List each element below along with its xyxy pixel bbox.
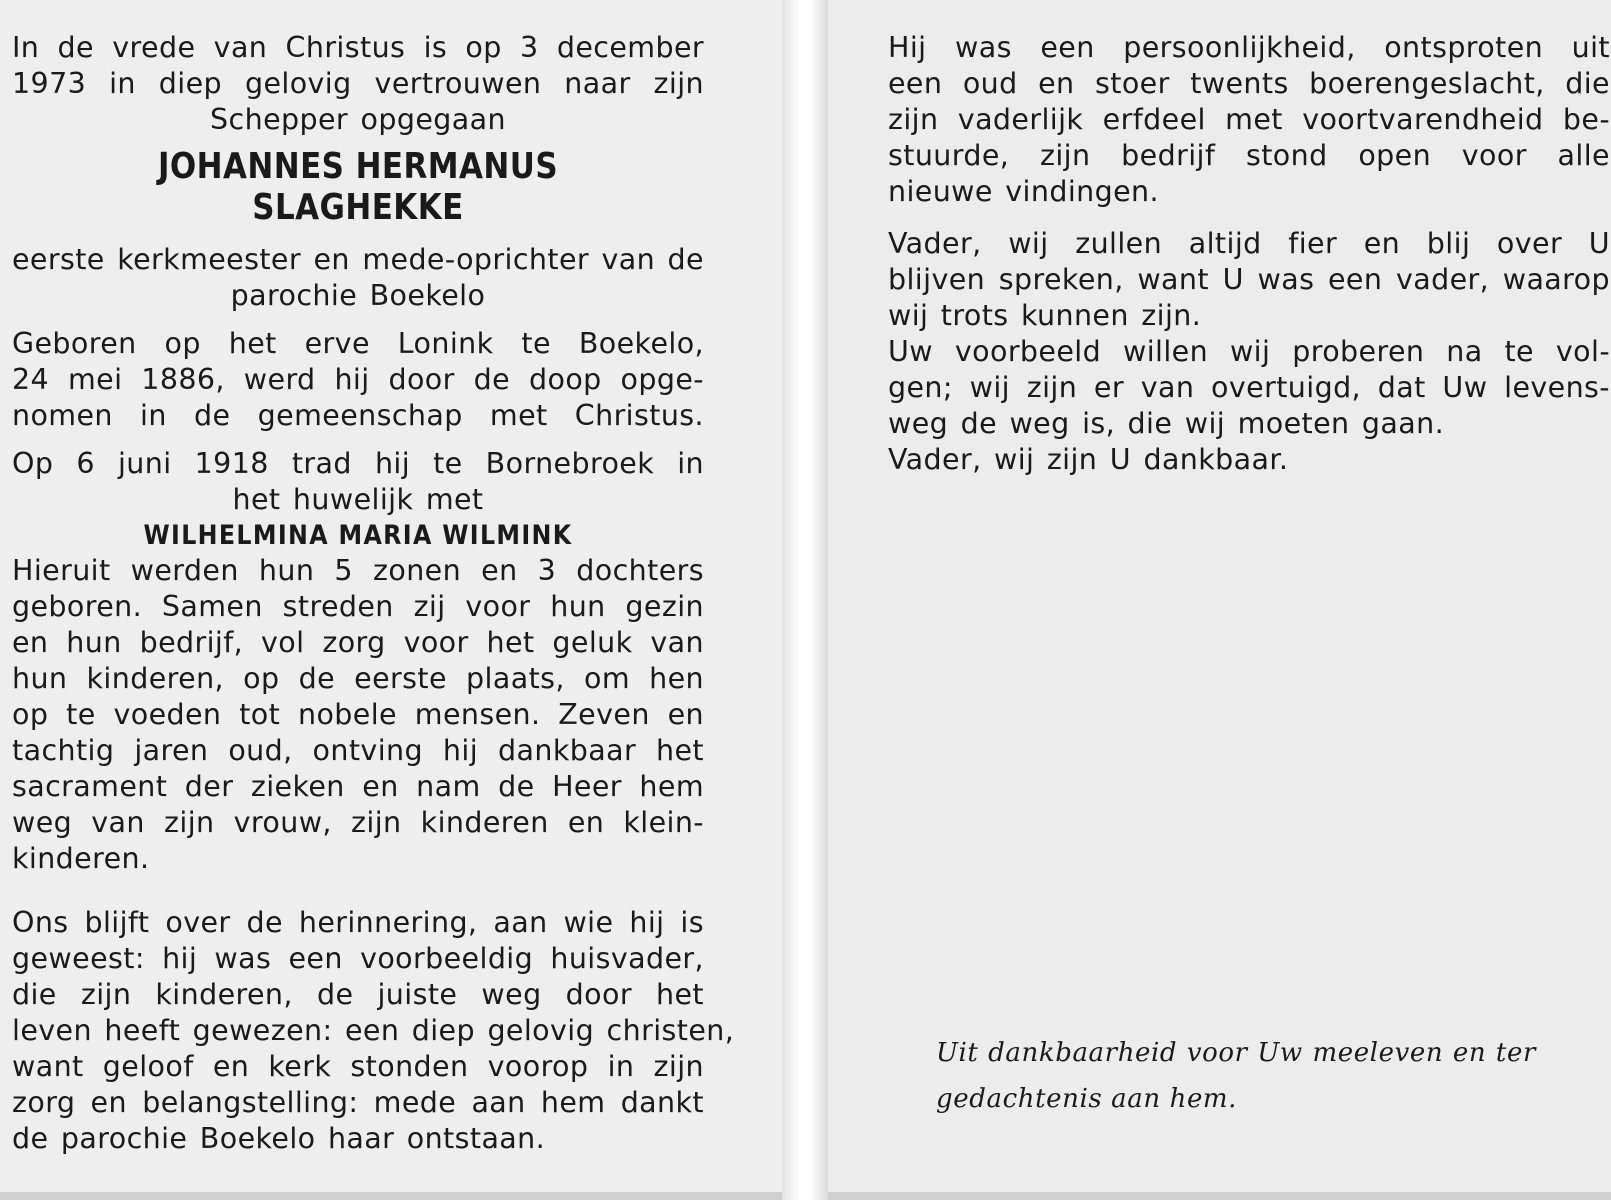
text-line: leven heeft gewezen: een diep gelovig christen,	[12, 1014, 735, 1047]
bottom-edge-left	[0, 1192, 782, 1200]
text-line: gedachtenis aan hem.	[936, 1084, 1238, 1114]
text-line: In de vrede van Christus is op 3 december	[12, 31, 704, 64]
text-line: parochie Boekelo	[230, 279, 486, 312]
text-line: Geboren op het erve Lonink te Boekelo,	[12, 327, 704, 360]
text-line: op te voeden tot nobele mensen. Zeven en	[12, 698, 704, 731]
memory-paragraph	[12, 905, 735, 1157]
text-line: nomen in de gemeenschap met Christus.	[12, 399, 704, 432]
text-line: geweest: hij was een voorbeeldig huisvader,	[12, 942, 704, 975]
spouse-name: WILHELMINA MARIA WILMINK	[143, 520, 573, 551]
text-line: weg de weg is, die wij moeten gaan.	[888, 407, 1445, 440]
text-line: het huwelijk met	[232, 483, 484, 516]
text-line: Op 6 juni 1918 trad hij te Bornebroek in	[12, 447, 704, 480]
text-line: sacrament der zieken en nam de Heer hem	[12, 770, 704, 803]
role-paragraph	[12, 242, 704, 314]
text-line: hun kinderen, op de eerste plaats, om hen	[12, 662, 704, 695]
text-line: Hij was een persoonlijkheid, ontsproten uit	[888, 31, 1610, 64]
right-page	[828, 0, 1611, 1200]
intro-paragraph	[12, 30, 704, 138]
text-line: Hieruit werden hun 5 zonen en 3 dochters	[12, 554, 704, 587]
text-line: Vader, wij zullen altijd fier en blij over U	[888, 227, 1610, 260]
text-line: een oud en stoer twents boerengeslacht, die	[888, 67, 1610, 100]
marriage-paragraph	[12, 446, 704, 518]
bottom-edge-right	[828, 1192, 1611, 1200]
text-line: Uit dankbaarheid voor Uw meeleven en ter	[936, 1038, 1536, 1068]
right-card-text	[888, 30, 1610, 478]
text-line: want geloof en kerk stonden voorop in zijn	[12, 1050, 704, 1083]
deceased-name: JOHANNES HERMANUS SLAGHEKKE	[157, 146, 559, 228]
text-line: tachtig jaren oud, ontving hij dankbaar het	[12, 734, 704, 767]
thanks-note	[936, 1030, 1536, 1122]
text-line: kinderen.	[12, 842, 150, 875]
text-line: 1973 in diep gelovig vertrouwen naar zijn	[12, 67, 704, 100]
text-line: stuurde, zijn bedrijf stond open voor alle	[888, 139, 1610, 172]
text-line: zorg en belangstelling: mede aan hem dankt	[12, 1086, 704, 1119]
left-page	[0, 0, 782, 1200]
text-line: blijven spreken, want U was een vader, waarop	[888, 263, 1610, 296]
text-line: nieuwe vindingen.	[888, 175, 1159, 208]
family-paragraph	[12, 553, 704, 877]
text-line: geboren. Samen streden zij voor hun gezin	[12, 590, 704, 623]
text-line: gen; wij zijn er van overtuigd, dat Uw levens-	[888, 371, 1610, 404]
text-line: en hun bedrijf, vol zorg voor het geluk van	[12, 626, 704, 659]
left-card-text	[12, 30, 735, 1157]
text-line: Vader, wij zijn U dankbaar.	[888, 443, 1289, 476]
card-fold-gutter	[782, 0, 828, 1200]
text-line: weg van zijn vrouw, zijn kinderen en klein-	[12, 806, 704, 839]
birth-paragraph	[12, 326, 704, 434]
personality-paragraph	[888, 30, 1610, 210]
text-line: 24 mei 1886, werd hij door de doop opge-	[12, 363, 704, 396]
text-line: zijn vaderlijk erfdeel met voortvarendheid be-	[888, 103, 1610, 136]
tribute-paragraph	[888, 226, 1610, 478]
text-line: wij trots kunnen zijn.	[888, 299, 1202, 332]
text-line: die zijn kinderen, de juiste weg door het	[12, 978, 704, 1011]
text-line: Schepper opgegaan	[210, 103, 506, 136]
text-line: Ons blijft over de herinnering, aan wie hij is	[12, 906, 704, 939]
text-line: Uw voorbeeld willen wij proberen na te vol-	[888, 335, 1610, 368]
text-line: de parochie Boekelo haar ontstaan.	[12, 1122, 546, 1155]
text-line: eerste kerkmeester en mede-oprichter van de	[12, 243, 704, 276]
